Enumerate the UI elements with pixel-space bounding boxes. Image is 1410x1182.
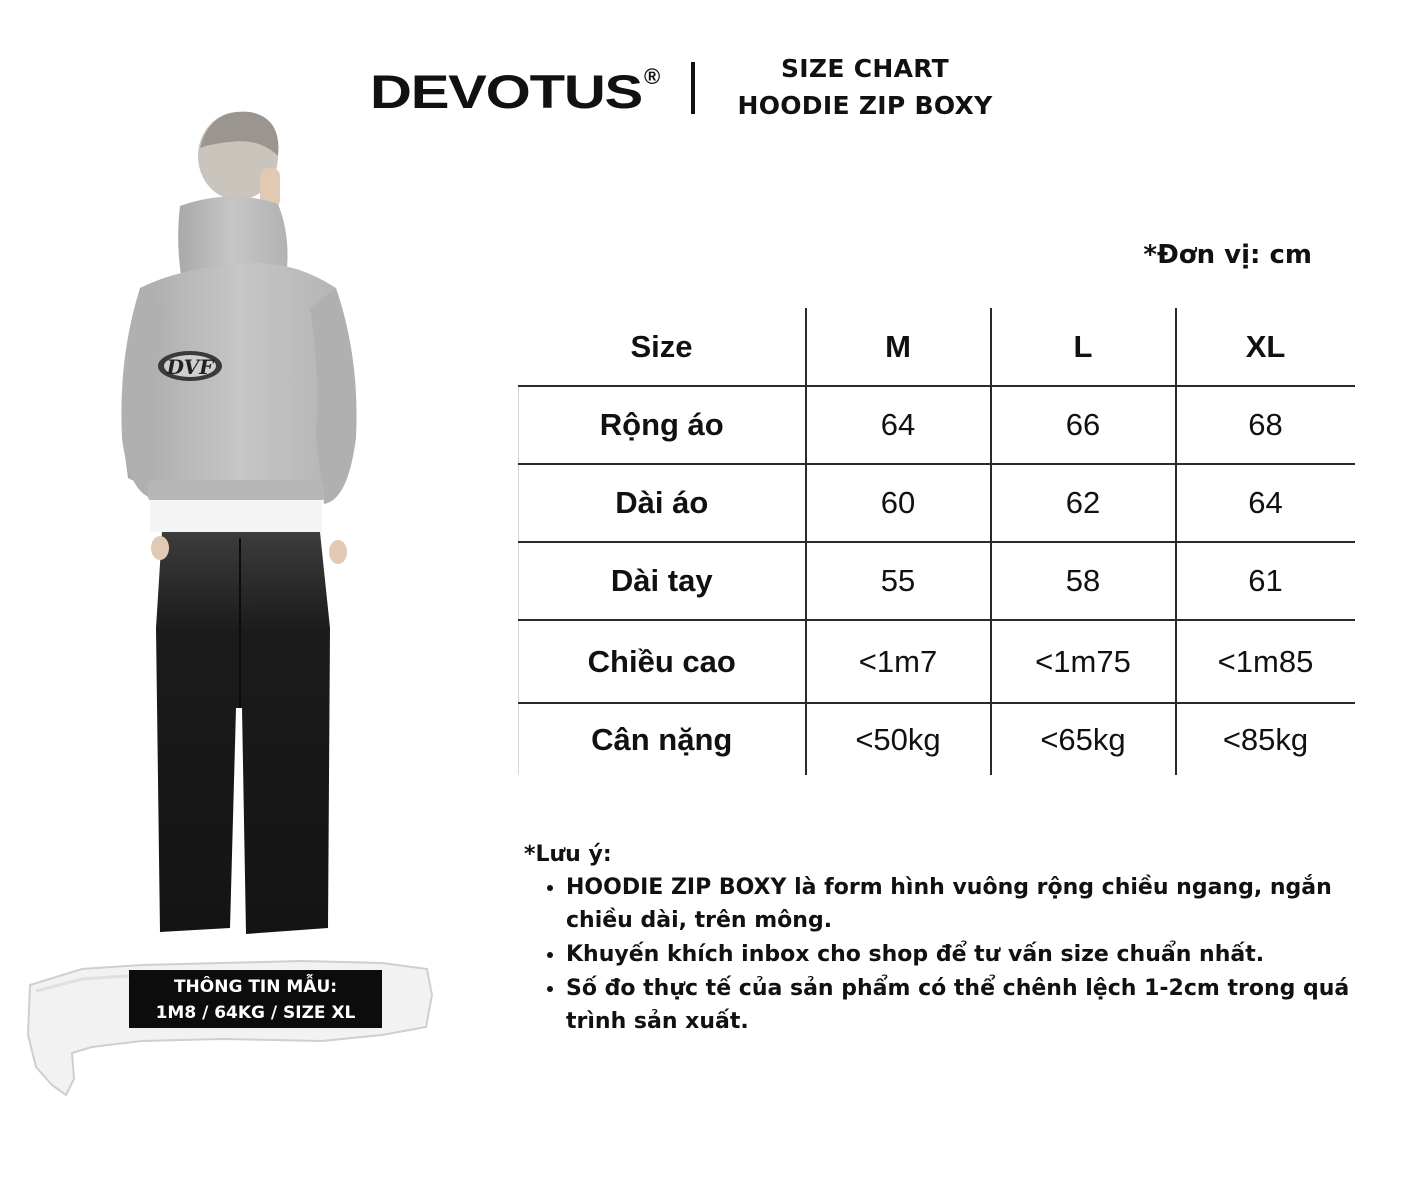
row-label: Dài tay — [519, 542, 806, 620]
unit-note: *Đơn vị: cm — [1143, 240, 1312, 270]
back-print-text: DVF — [166, 355, 214, 379]
page-title — [720, 50, 1010, 124]
table-row — [519, 703, 1355, 775]
header-cell-size: Size — [630, 328, 693, 364]
model-info-line-1: THÔNG TIN MẪU: — [173, 977, 338, 997]
registered-mark: ® — [644, 64, 661, 89]
row-label: Rộng áo — [519, 386, 806, 464]
table-cell: 64 — [1176, 464, 1355, 542]
header-divider — [691, 62, 695, 114]
notes-list — [524, 871, 1354, 1038]
table-cell: 62 — [991, 464, 1176, 542]
table-cell: 61 — [1176, 542, 1355, 620]
brand-logo — [370, 60, 670, 120]
table-row — [519, 464, 1355, 542]
table-cell: <85kg — [1176, 703, 1355, 775]
table-cell: <1m75 — [991, 620, 1176, 703]
title-line-1: SIZE CHART — [780, 54, 949, 83]
table-cell: <1m7 — [806, 620, 991, 703]
table-cell: <1m85 — [1176, 620, 1355, 703]
header-cell-xl: XL — [1176, 308, 1355, 386]
table-cell: <50kg — [806, 703, 991, 775]
notes-section — [524, 838, 1354, 1039]
brand-wordmark: DEVOTUS — [370, 65, 642, 118]
header-cell-l: L — [991, 308, 1176, 386]
table-cell: 60 — [806, 464, 991, 542]
table-cell: 58 — [991, 542, 1176, 620]
table-cell: <65kg — [991, 703, 1176, 775]
table-row — [519, 542, 1355, 620]
header-cell-m: M — [806, 308, 991, 386]
size-table — [518, 308, 1355, 775]
model-photo — [110, 108, 370, 938]
table-cell: 55 — [806, 542, 991, 620]
table-row — [519, 386, 1355, 464]
row-label: Dài áo — [519, 464, 806, 542]
title-line-2: HOODIE ZIP BOXY — [737, 91, 993, 120]
table-cell: 66 — [991, 386, 1176, 464]
table-row — [519, 620, 1355, 703]
notes-title: *Lưu ý: — [524, 842, 612, 867]
note-item: • Khuyến khích inbox cho shop để tư vấn size chuẩn nhất. — [566, 938, 1354, 971]
model-info-badge — [129, 970, 382, 1028]
table-cell: 68 — [1176, 386, 1355, 464]
table-cell: 64 — [806, 386, 991, 464]
note-item: • Số đo thực tế của sản phẩm có thể chênh lệch 1-2cm trong quá trình sản xuất. — [566, 972, 1354, 1038]
model-pants — [156, 532, 330, 934]
row-label: Chiều cao — [519, 620, 806, 703]
model-info-line-2: 1M8 / 64KG / SIZE XL — [155, 1003, 356, 1023]
size-table-header-row — [519, 308, 1355, 386]
note-item: • HOODIE ZIP BOXY là form hình vuông rộng chiều ngang, ngắn chiều dài, trên mông. — [566, 871, 1354, 937]
row-label: Cân nặng — [519, 703, 806, 775]
